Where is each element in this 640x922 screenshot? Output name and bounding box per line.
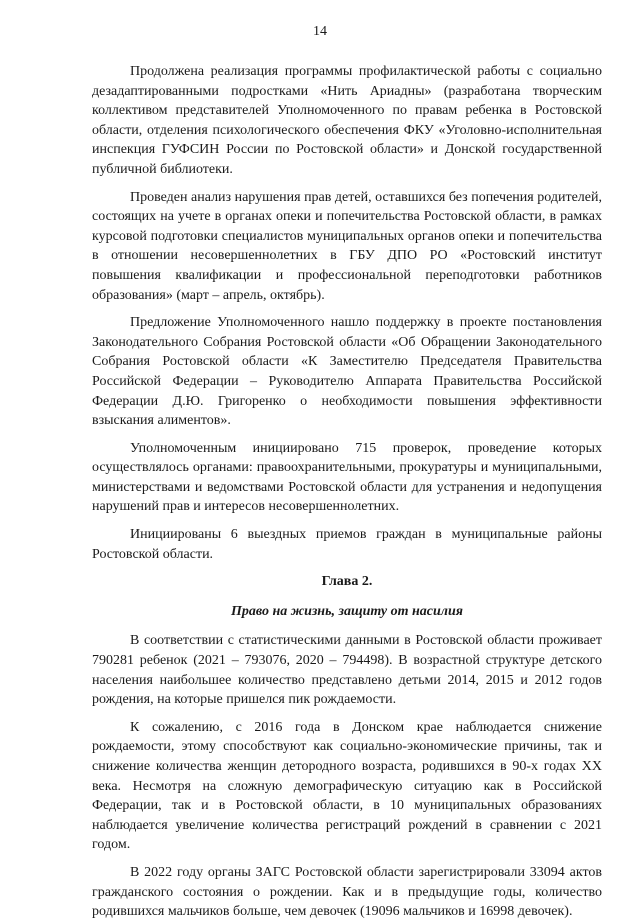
paragraph-field-receptions: Инициированы 6 выездных приемов граждан в муниципальные районы Ростовской области. — [92, 527, 602, 562]
paragraph-birth-rate-decline: К сожалению, с 2016 года в Донском крае наблюдается снижение рождаемости, этому способствуют как социально-экономические причины, так и снижение количества женщин детородного возраста, родившихся в 90-х годах XX века. Несмотря на сложную демографическую ситуацию как в Российской Федерации, так и в Ростовской области, в 10 муниципальных образованиях наблюдается увеличение количества регистраций рождений в сравнении с 2021 годом. — [92, 719, 602, 853]
paragraph-birth-registrations: В 2022 году органы ЗАГС Ростовской области зарегистрировали 33094 актов гражданского состояния о рождении. Как и в предыдущие годы, количество родившихся мальчиков больше, чем девочек (19096 мальчиков и 16998 девочек). — [92, 864, 602, 920]
page-number: 14 — [313, 24, 327, 39]
paragraph-child-population: В соответствии с статистическими данными в Ростовской области проживает 790281 ребенок (2021 – 793076, 2020 – 794498). В возрастной структуре детского населения наибольшее количество представлено детьми 2014, 2015 и 2012 годов рождения, на которые пришелся пик рождаемости. — [92, 633, 602, 708]
paragraph-rights-analysis: Проведен анализ нарушения прав детей, оставшихся без попечения родителей, состоящих на учете в органах опеки и попечительства Ростовской области, в рамках курсовой подготовки специалистов муниципальных органов опеки и попечительства в отношении несовершеннолетних в ГБУ ДПО РО «Ростовский институт повышения квалификации и профессиональной переподготовки работников образования» (март – апрель, октябрь). — [92, 189, 602, 303]
chapter-heading: Глава 2. — [321, 574, 373, 590]
section-title: Право на жизнь, защиту от насилия — [231, 603, 463, 619]
paragraph-ariadna-program: Продолжена реализация программы профилактической работы с социально дезадаптированными подростками «Нить Ариадны» (разработана творческим коллективом представителей Уполномоченного по правам ребенка в Ростовской области, отделения психологического обеспечения ФКУ «Уголовно-исполнительная инспекция ГУФСИН России по Ростовской области» и Донской государственной публичной библиотеки. — [92, 64, 602, 177]
paragraph-inspections: Уполномоченным инициировано 715 проверок, проведение которых осуществлялось органами: правоохранительными, прокуратуры и муниципальными, министерствами и ведомствами Ростовской области для устранения и недопущения нарушений прав и интересов несовершеннолетних. — [92, 440, 602, 515]
paragraph-legislative-proposal: Предложение Уполномоченного нашло поддержку в проекте постановления Законодательного Собрания Ростовской области «Об Обращении Законодательного Собрания Ростовской области «К Заместителю Председателя Правительства Российской Федерации – Руководителю Аппарата Правительства Российской Федерации Д.Ю. Григоренко о необходимости повышения эффективности взыскания алиментов». — [92, 315, 602, 429]
